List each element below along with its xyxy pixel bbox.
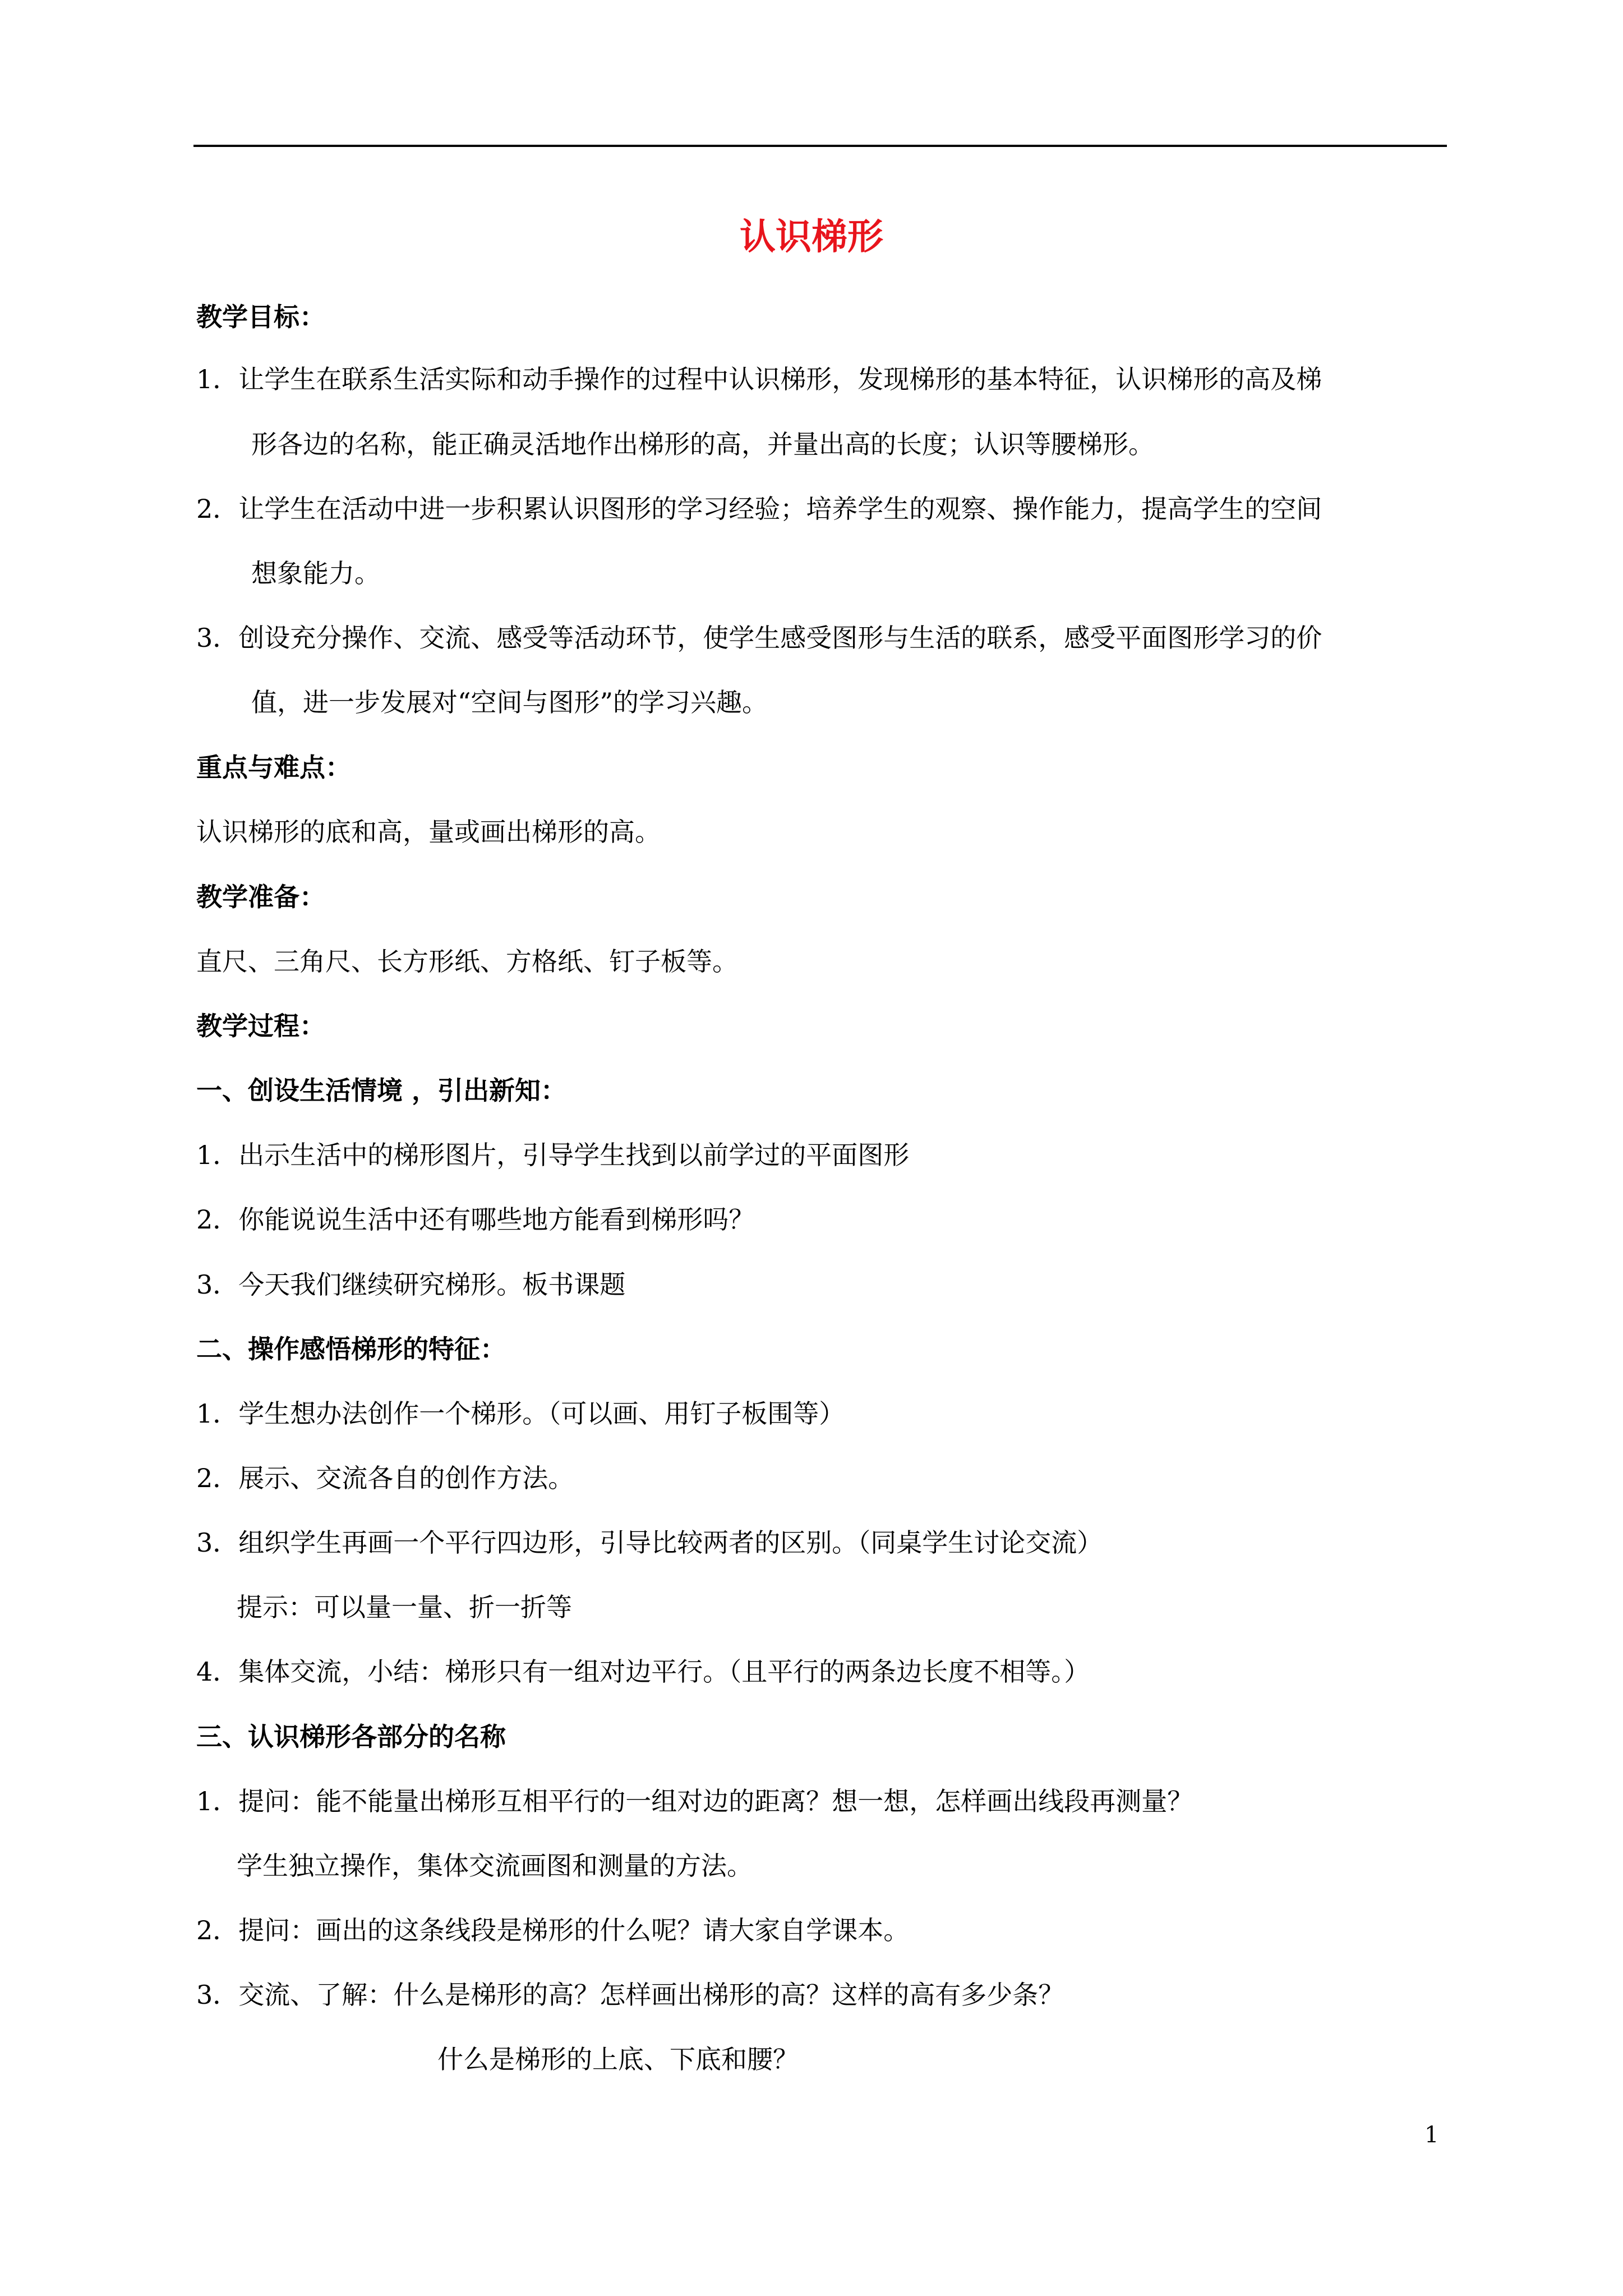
page-number: 1 xyxy=(1424,2122,1439,2148)
part-1-item-3: 3．今天我们继续研究梯形。板书课题 xyxy=(196,1269,626,1300)
process-heading: 教学过程： xyxy=(196,1011,325,1041)
key-points-heading: 重点与难点： xyxy=(196,752,351,783)
part-2-item-2: 2．展示、交流各自的创作方法。 xyxy=(196,1463,574,1493)
goal-3-line-1: 3．创设充分操作、交流、感受等活动环节，使学生感受图形与生活的联系，感受平面图形学习的价 xyxy=(196,623,1322,653)
part-2-item-4: 4．集体交流，小结：梯形只有一组对边平行。（且平行的两条边长度不相等。） xyxy=(196,1657,1090,1687)
part-2-item-1: 1．学生想办法创作一个梯形。（可以画、用钉子板围等） xyxy=(196,1398,845,1429)
part-3-item-1: 1．提问：能不能量出梯形互相平行的一组对边的距离？想一想，怎样画出线段再测量？ xyxy=(196,1786,1193,1816)
goal-1-line-2: 形各边的名称，能正确灵活地作出梯形的高，并量出高的长度；认识等腰梯形。 xyxy=(251,429,1154,459)
goal-1-line-1: 1．让学生在联系生活实际和动手操作的过程中认识梯形，发现梯形的基本特征，认识梯形的高及梯 xyxy=(196,364,1322,394)
part-1-heading: 一、创设生活情境 ，引出新知： xyxy=(196,1075,567,1106)
preparation-text: 直尺、三角尺、长方形纸、方格纸、钉子板等。 xyxy=(196,946,738,977)
part-3-heading: 三、认识梯形各部分的名称 xyxy=(196,1722,506,1752)
part-2-item-3: 3．组织学生再画一个平行四边形，引导比较两者的区别。（同桌学生讨论交流） xyxy=(196,1527,1103,1558)
goal-3-line-2: 值，进一步发展对“空间与图形”的学习兴趣。 xyxy=(251,687,768,717)
part-2-item-3-hint: 提示：可以量一量、折一折等 xyxy=(237,1592,572,1622)
preparation-heading: 教学准备： xyxy=(196,882,325,912)
header-rule xyxy=(193,145,1447,147)
part-2-heading: 二、操作感悟梯形的特征： xyxy=(196,1334,506,1364)
part-1-item-1: 1．出示生活中的梯形图片，引导学生找到以前学过的平面图形 xyxy=(196,1140,910,1170)
goal-2-line-2: 想象能力。 xyxy=(251,558,380,588)
part-3-item-3-cont: 什么是梯形的上底、下底和腰？ xyxy=(437,2044,799,2074)
part-3-item-3: 3．交流、了解：什么是梯形的高？怎样画出梯形的高？这样的高有多少条？ xyxy=(196,1980,1064,2010)
part-3-item-2: 2．提问：画出的这条线段是梯形的什么呢？请大家自学课本。 xyxy=(196,1915,910,1945)
part-1-item-2: 2．你能说说生活中还有哪些地方能看到梯形吗？ xyxy=(196,1204,755,1235)
goal-2-line-1: 2．让学生在活动中进一步积累认识图形的学习经验；培养学生的观察、操作能力，提高学生的空间 xyxy=(196,494,1322,524)
key-points-text: 认识梯形的底和高，量或画出梯形的高。 xyxy=(196,817,661,847)
goals-heading: 教学目标： xyxy=(196,302,325,332)
document-title: 认识梯形 xyxy=(740,217,883,258)
part-3-item-1-note: 学生独立操作，集体交流画图和测量的方法。 xyxy=(237,1851,753,1881)
